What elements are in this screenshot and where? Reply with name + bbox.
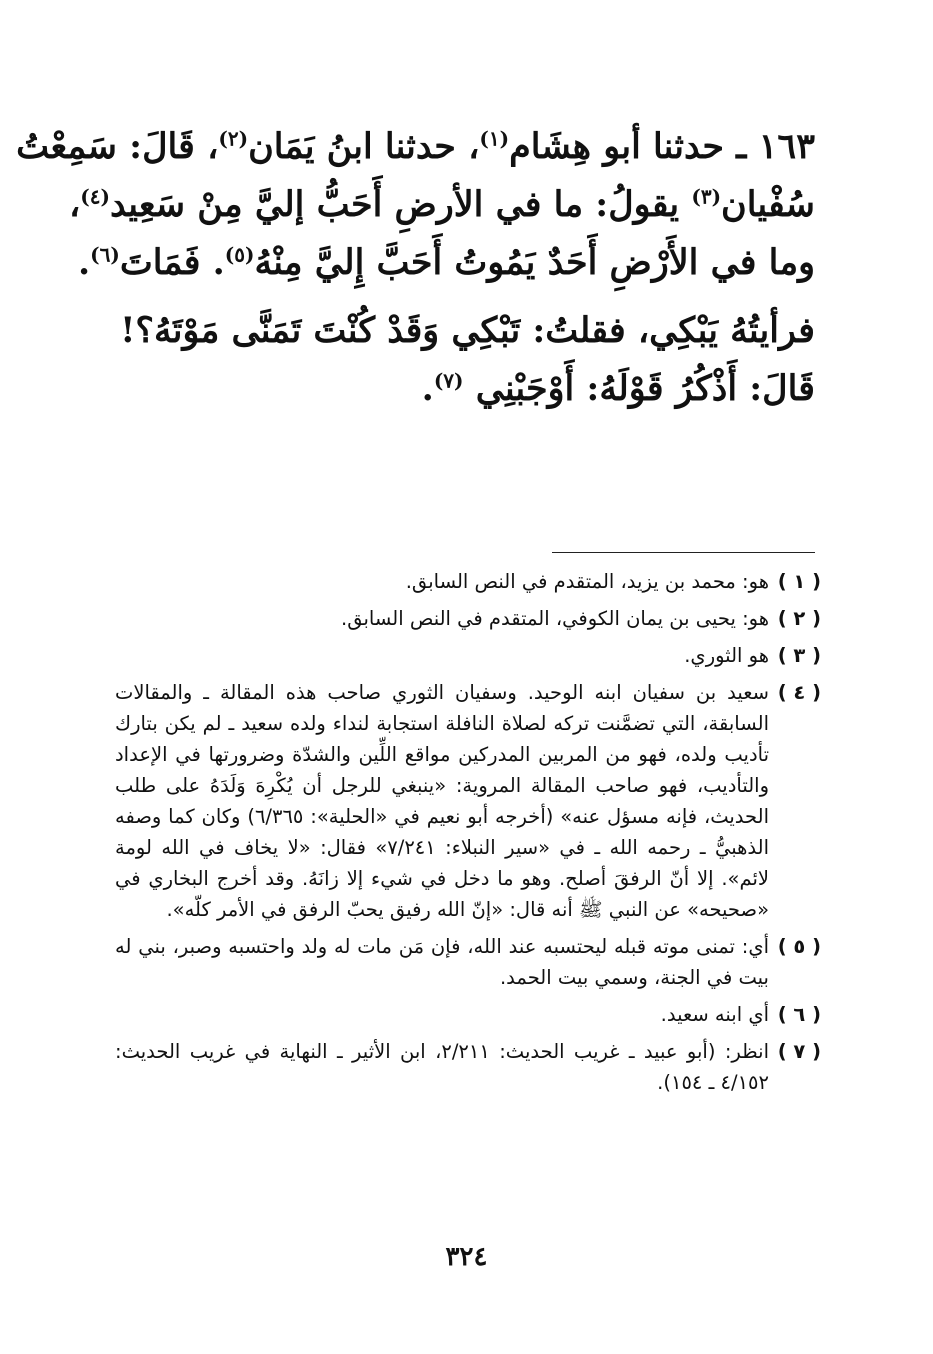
footnote-marker-5[interactable]: (٥) [224,242,255,267]
footnote-6 [115,999,821,1030]
hadith-text-segment: ١٦٣ ـ حدثنا أبو هِشَام [509,126,815,167]
footnote-number: ( ٦ ) [777,1003,821,1026]
footnote-2 [115,603,821,634]
footnote-text: هو: يحيى بن يمان الكوفي، المتقدم في النص السابق. [341,607,769,630]
footnote-1 [115,566,821,597]
page-number: ٣٢٤ [445,1242,488,1272]
footnote-number: ( ١ ) [777,570,821,593]
footnote-number: ( ٢ ) [777,607,821,630]
footnote-number: ( ٣ ) [777,644,821,667]
footnote-text: هو: محمد بن يزيد، المتقدم في النص السابق. [405,570,769,593]
footnote-marker-2[interactable]: (٢) [218,126,249,151]
hadith-text-segment: ، حدثنا ابنُ يَمَان [248,126,480,167]
footnote-4 [115,677,821,925]
hadith-text-segment: ، قَالَ: سَمِعْتُ [16,126,219,167]
footnote-text: سعيد بن سفيان ابنه الوحيد. وسفيان الثوري صاحب هذه المقالة ـ والمقالات السابقة، التي تضمَّنت تركه لصلاة النافلة استجابة لنداء ولده سعيد ـ لم يكن بتارك تأديب ولده، فهو من المربين المدركين مواقع اللِّين والشدّة وضرورتها في الإعداد والتأديب، فهو صاحب المقالة المروية: «ينبغي للرجل أن يُكْرِهَ وَلَدَهُ على طلب الحديث، فإنه مسؤل عنه» (أخرجه أبو نعيم في «الحلية»: ٦/٣٦٥) وكان كما وصفه الذهبيُّ ـ رحمه الله ـ في «سير النبلاء: ٧/٢٤١» فقال: «لا يخاف في الله لومة لائم». إلا أنّ الرفقَ أصلح. وهو ما دخل في شيء إلا زانَهُ. وقد أخرج البخاري في «صحيحه» عن النبي ﷺ أنه قال: «إنّ الله رفيق يحبّ الرفق في الأمر كلّه». [115,681,769,921]
hadith-text-segment: . [421,368,434,409]
footnote-marker-4[interactable]: (٤) [80,184,110,209]
hadith-text-segment: قَالَ: أَذْكُرُ قَوْلَهُ: أَوْجَبْنِي [475,368,815,409]
footnote-3 [115,640,821,671]
footnote-marker-3[interactable]: (٣) [691,184,722,209]
hadith-text-segment: . فَمَاتَ [119,242,225,283]
hadith-text-segment: ، [68,184,81,225]
footnote-number: ( ٤ ) [777,681,821,704]
hadith-text-segment: سُفْيان [721,184,815,225]
footnote-separator [552,552,815,553]
footnote-7 [115,1036,821,1098]
footnote-text: أي ابنه سعيد. [660,1003,769,1026]
footnote-5 [115,931,821,993]
footnote-marker-7[interactable]: (٧) [433,368,464,393]
footnote-text: أي: تمنى موته قبله ليحتسبه عند الله، فإن مَن مات له ولد واحتسبه وصبر، بني له بيت في الجنة، وسمي بيت الحمد. [115,935,769,989]
footnote-marker-6[interactable]: (٦) [90,242,120,267]
hadith-line-1 [16,118,815,176]
hadith-line-4 [115,302,815,360]
footnote-marker-1[interactable]: (١) [479,126,510,151]
hadith-text-segment: يقولُ: ما في الأرضِ أَحَبُّ إليَّ مِنْ سَعِيد [109,184,680,225]
footnote-text: هو الثوري. [684,644,769,667]
footnote-text: انظر: (أبو عبيد ـ غريب الحديث: ٢/٢١١، ابن الأثير ـ النهاية في غريب الحديث: ٤/١٥٢ ـ ١٥٤). [115,1040,769,1094]
hadith-text-segment: فرأيتُهُ يَبْكِي، فقلتُ: تَبْكِي وَقَدْ كُنْتَ تَمَنَّى مَوْتَهُ؟! [120,310,815,351]
hadith-line-3 [77,234,815,292]
hadith-text [16,118,815,418]
hadith-line-2 [68,176,815,234]
hadith-line-5 [115,360,815,418]
hadith-text-segment: . [77,242,91,283]
footnote-number: ( ٧ ) [777,1040,821,1063]
footnote-number: ( ٥ ) [777,935,821,958]
hadith-text-segment: وما في الأَرْضِ أَحَدٌ يَمُوتُ أَحَبَّ إِليَّ مِنْهُ [254,242,815,283]
footnotes-section [115,566,821,1104]
